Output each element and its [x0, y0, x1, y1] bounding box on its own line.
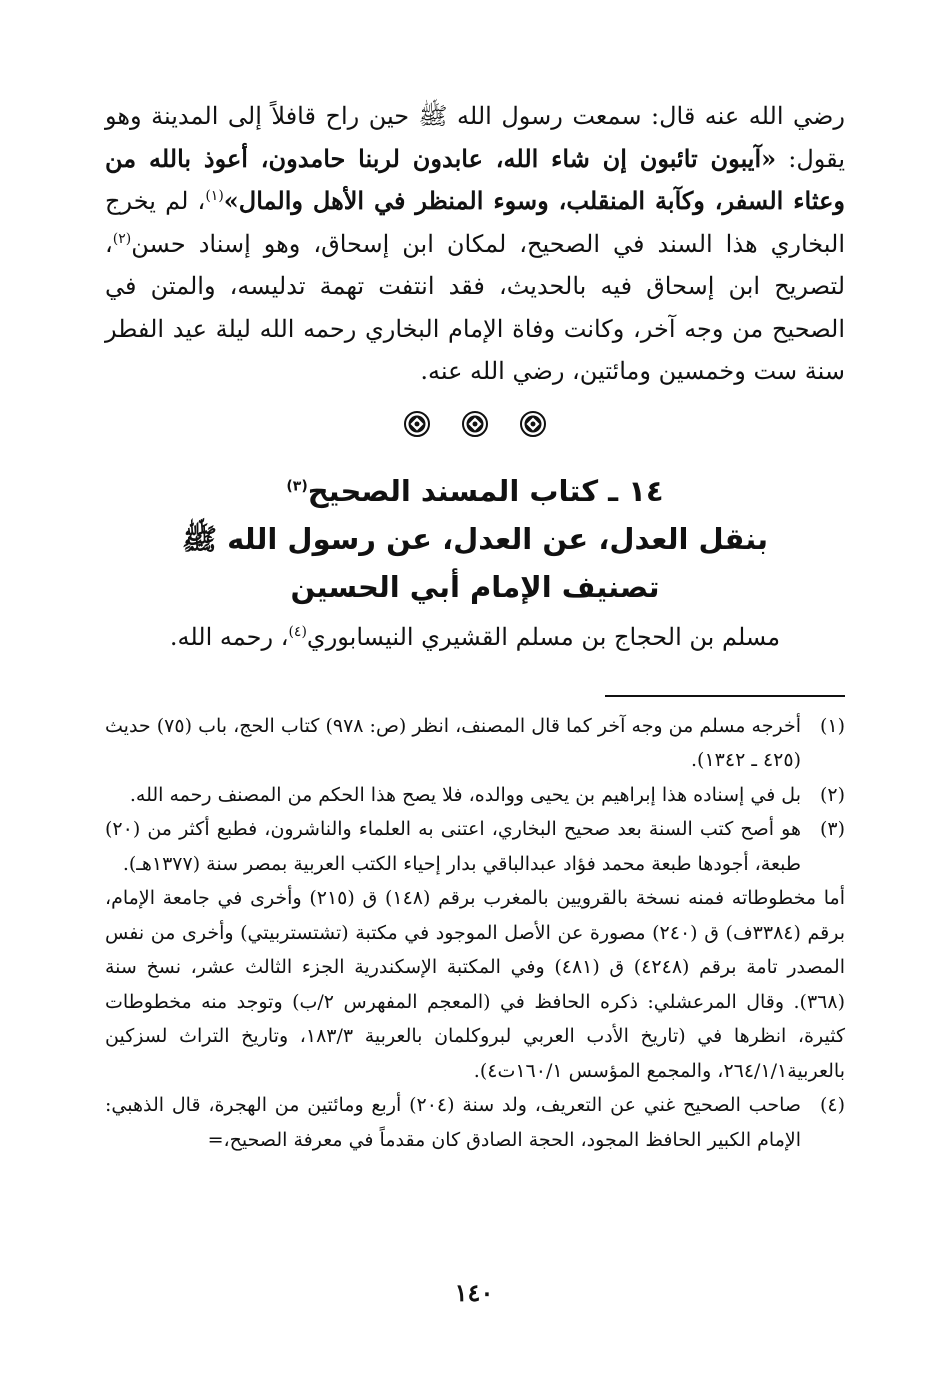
- hadith-text: «آيبون تائبون إن شاء الله، عابدون لربنا حامدون، أعوذ بالله من وعثاء السفر، وكآبة المنقلب، وسوء المنظر في الأهل والمال»: [105, 143, 845, 215]
- footnote-ref-2: (٢): [112, 230, 132, 247]
- footnote-text: صاحب الصحيح غني عن التعريف، ولد سنة (٢٠٤) أربع ومائتين من الهجرة، قال الذهبي: الإمام الكبير الحافظ المجود، الحجة الصادق كان مقدماً في معرفة الصحيح،=: [105, 1094, 801, 1151]
- page-content: [105, 95, 845, 1157]
- body-end: ، لتصريح ابن إسحاق فيه بالحديث، فقد انتفت تهمة تدليسه، والمتن في الصحيح من وجه آخر، وكانت وفاة الإمام البخاري رحمه الله ليلة عيد الفطر سنة ست وخمسين ومائتين، رضي الله عنه.: [105, 229, 845, 385]
- footnote-number: (١): [819, 714, 845, 737]
- ornament-icon: [404, 411, 430, 437]
- footnote-item: [105, 709, 845, 778]
- chapter-title: [105, 467, 845, 515]
- page-number: ١٤٠: [454, 1278, 494, 1307]
- footnote-item: [105, 812, 845, 881]
- footnote-continuation: [105, 881, 845, 1088]
- footnote-item: [105, 1088, 845, 1157]
- chapter-compiler: تصنيف الإمام أبي الحسين: [290, 569, 660, 604]
- footnote-number: (٣): [819, 818, 845, 840]
- body-paragraph: [105, 95, 845, 393]
- chapter-subtitle: بنقل العدل، عن العدل، عن رسول الله ﷺ: [181, 521, 769, 556]
- footnote-separator: [605, 695, 845, 697]
- author-name: مسلم بن الحجاج بن مسلم القشيري النيسابوري: [306, 622, 781, 651]
- footnote-number: (٤): [819, 1094, 845, 1116]
- body-middle: ، لم يخرج البخاري هذا السند في الصحيح، لمكان ابن إسحاق، وهو إسناد حسن: [105, 187, 845, 258]
- footnote-ref-3: (٣): [286, 477, 308, 494]
- chapter-title-text: ١٤ ـ كتاب المسند الصحيح: [307, 473, 664, 508]
- footnote-extra-text: أما مخطوطاته فمنه نسخة بالقرويين بالمغرب برقم (١٤٨) ق (٢١٥) وأخرى في جامعة الإمام، برقم (٣٣٨٤ف) ق (٢٤٠) مصورة عن الأصل الموجود في مكتبة (تشتستربيتي) وأخرى من نفس المصدر تامة برقم (٤٢٤٨) ق (٤٨١) وفي المكتبة الإسكندرية الجزء الثالث عشر، نسخ سنة (٣٦٨). وقال المرعشلي: ذكره الحافظ في (المعجم المفهرس ٢/ب) وتوجد منه مخطوطات كثيرة، انظرها في (تاريخ الأدب العربي لبروكلمان بالعربية ١٨٣/٣، وتاريخ التراث لسزكين بالعربية٢٦٤/١/١، والمجمع المؤسس ١٦٠/١ت٤).: [105, 887, 846, 1082]
- chapter-author: [105, 615, 845, 659]
- footnote-number: (٢): [819, 783, 845, 806]
- body-intro: رضي الله عنه قال: سمعت رسول الله ﷺ حين راح قافلاً إلى المدينة وهو يقول:: [105, 102, 845, 173]
- footnote-text: بل في إسناده هذا إبراهيم بن يحيى ووالده، فلا يصح هذا الحكم من المصنف رحمه الله.: [129, 783, 801, 806]
- footnote-item: [105, 778, 845, 813]
- footnotes-list: [105, 709, 845, 1158]
- ornament-icon: [520, 411, 546, 437]
- footnote-ref-4: (٤): [288, 623, 307, 640]
- footnote-ref-1: (١): [205, 188, 224, 204]
- chapter-heading: [105, 467, 845, 659]
- author-end: ، رحمه الله.: [169, 622, 289, 651]
- section-divider-ornaments: [105, 411, 845, 437]
- ornament-icon: [462, 411, 488, 437]
- footnote-text: هو أصح كتب السنة بعد صحيح البخاري، اعتنى به العلماء والناشرون، فطبع أكثر من (٢٠) طبعة، أجودها طبعة محمد فؤاد عبدالباقي بدار إحياء الكتب العربية بمصر سنة (١٣٧٧هـ).: [105, 818, 801, 875]
- footnote-text: أخرجه مسلم من وجه آخر كما قال المصنف، انظر (ص: ٩٧٨) كتاب الحج، باب (٧٥) حديث (٤٢٥ ـ ١٣٤٢).: [105, 714, 801, 771]
